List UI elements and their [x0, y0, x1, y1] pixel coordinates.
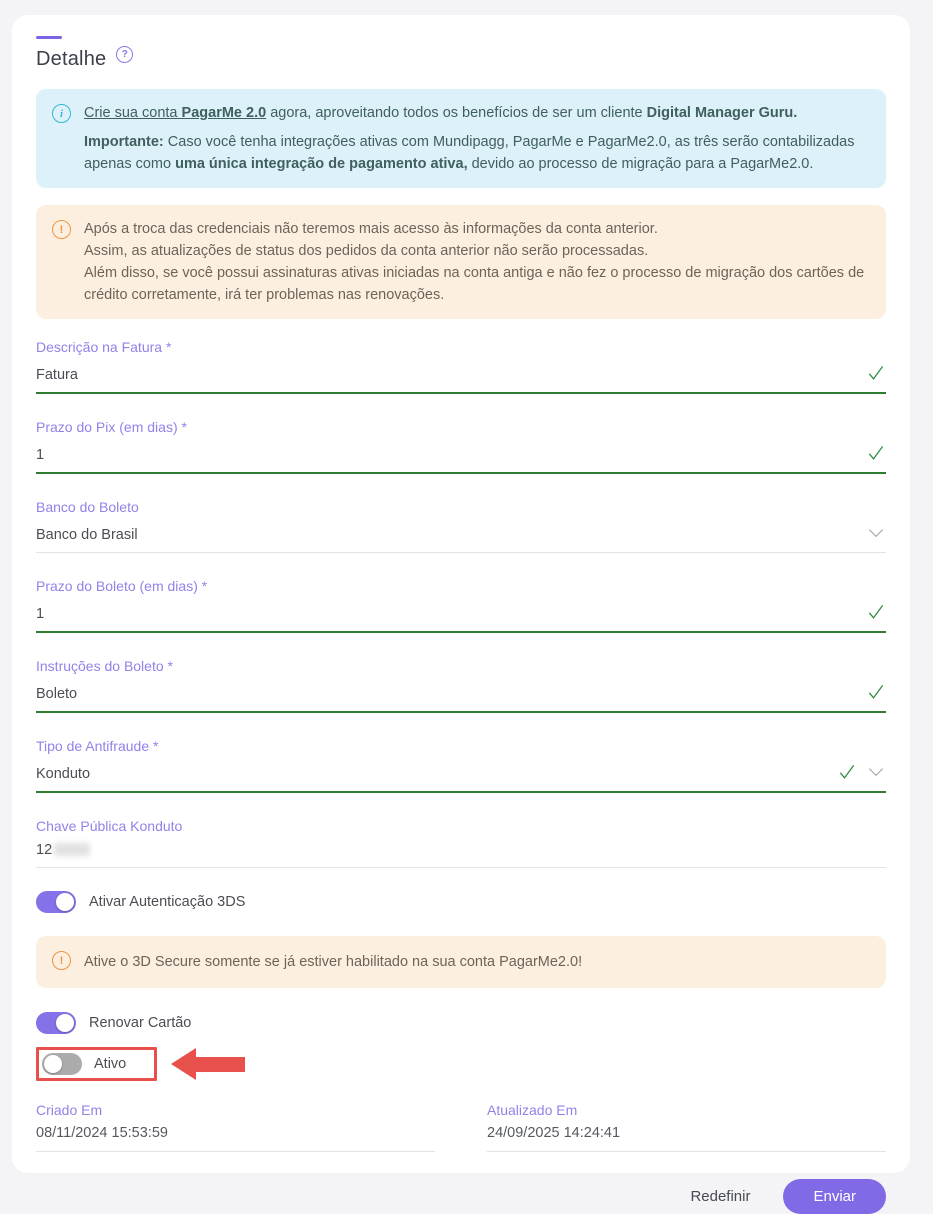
dates-row: [36, 1102, 886, 1152]
detail-card: [12, 15, 910, 1205]
red-highlight-box: [36, 1047, 157, 1081]
valid-check-icon: [866, 602, 886, 622]
toggle-label: Ativar Autenticação 3DS: [89, 894, 246, 910]
warning-icon: !: [52, 951, 71, 970]
created-at-field: [36, 1102, 435, 1152]
valid-check-icon: [866, 682, 886, 702]
info-paragraph-2: Importante: Caso você tenha integrações ativas com Mundipagg, PagarMe e PagarMe2.0, as três serão contabilizadas apenas como uma única integração de pagamento ativa, devido ao processo de migração para a PagarMe2.0.: [84, 134, 855, 172]
valid-check-icon: [866, 363, 886, 383]
form-footer: [36, 1179, 886, 1214]
updated-at-value: 24/09/2025 14:24:41: [487, 1125, 886, 1152]
toggle-row-3ds: [36, 891, 886, 913]
toggle-row-ativo: [36, 1047, 886, 1081]
credentials-warning: [36, 205, 886, 319]
info-icon: i: [52, 104, 71, 123]
enviar-button[interactable]: Enviar: [783, 1179, 886, 1214]
field-descricao-fatura: [36, 339, 886, 394]
warning-line-2: Assim, as atualizações de status dos pedidos da conta anterior não serão processadas.: [84, 243, 649, 259]
help-icon[interactable]: ?: [116, 46, 133, 63]
field-banco-boleto: [36, 499, 886, 553]
chevron-down-icon[interactable]: [866, 523, 886, 543]
info-notice: [36, 89, 886, 188]
descricao-fatura-input[interactable]: Fatura: [36, 367, 78, 383]
field-label: Tipo de Antifraude *: [36, 738, 159, 754]
field-label: Prazo do Pix (em dias) *: [36, 419, 187, 435]
valid-check-icon: [866, 443, 886, 463]
field-label: Banco do Boleto: [36, 499, 139, 515]
warning-3ds: [36, 936, 886, 988]
info-paragraph-1: Crie sua conta PagarMe 2.0 agora, aproveitando todos os benefícios de ser um cliente Digital Manager Guru.: [84, 105, 798, 121]
field-label: Instruções do Boleto *: [36, 658, 173, 674]
instrucoes-boleto-input[interactable]: Boleto: [36, 686, 78, 702]
tipo-antifraude-select[interactable]: Konduto: [36, 766, 91, 782]
updated-at-field: [487, 1102, 886, 1152]
prazo-boleto-input[interactable]: 1: [36, 606, 45, 622]
red-arrow-annotation: [171, 1048, 245, 1080]
create-account-link[interactable]: Crie sua conta PagarMe 2.0: [84, 105, 267, 121]
field-prazo-pix: [36, 419, 886, 474]
field-instrucoes-boleto: [36, 658, 886, 713]
updated-at-label: Atualizado Em: [487, 1102, 578, 1118]
field-tipo-antifraude: [36, 738, 886, 793]
field-label: Prazo do Boleto (em dias) *: [36, 578, 208, 594]
toggle-ativo[interactable]: [42, 1053, 82, 1075]
warning-line-1: Após a troca das credenciais não teremos mais acesso às informações da conta anterior.: [84, 221, 658, 237]
redefinir-button[interactable]: Redefinir: [690, 1188, 751, 1205]
redacted-value: [54, 843, 90, 856]
toggle-renovar-cartao[interactable]: [36, 1012, 76, 1034]
warning-3ds-text: Ative o 3D Secure somente se já estiver habilitado na sua conta PagarMe2.0!: [84, 954, 583, 970]
created-at-label: Criado Em: [36, 1102, 103, 1118]
prazo-pix-input[interactable]: 1: [36, 447, 45, 463]
warning-icon: !: [52, 220, 71, 239]
created-at-value: 08/11/2024 15:53:59: [36, 1125, 435, 1152]
valid-check-icon: [837, 762, 857, 782]
toggle-label: Renovar Cartão: [89, 1015, 192, 1031]
field-label: Descrição na Fatura *: [36, 339, 172, 355]
accent-dash: [36, 36, 62, 39]
toggle-autenticacao-3ds[interactable]: [36, 891, 76, 913]
toggle-row-renovar: [36, 1012, 886, 1034]
field-label: Chave Pública Konduto: [36, 818, 183, 834]
page-title: Detalhe: [36, 48, 107, 70]
chevron-down-icon[interactable]: [866, 762, 886, 782]
field-prazo-boleto: [36, 578, 886, 633]
field-chave-konduto: [36, 818, 886, 868]
chave-konduto-input[interactable]: 12: [36, 842, 886, 858]
warning-line-3: Além disso, se você possui assinaturas ativas iniciadas na conta antiga e não fez o processo de migração dos cartões de crédito corretamente, irá ter problemas nas renovações.: [84, 265, 865, 303]
banco-boleto-select[interactable]: Banco do Brasil: [36, 527, 138, 543]
toggle-label: Ativo: [94, 1056, 127, 1072]
page-header: [36, 48, 886, 71]
